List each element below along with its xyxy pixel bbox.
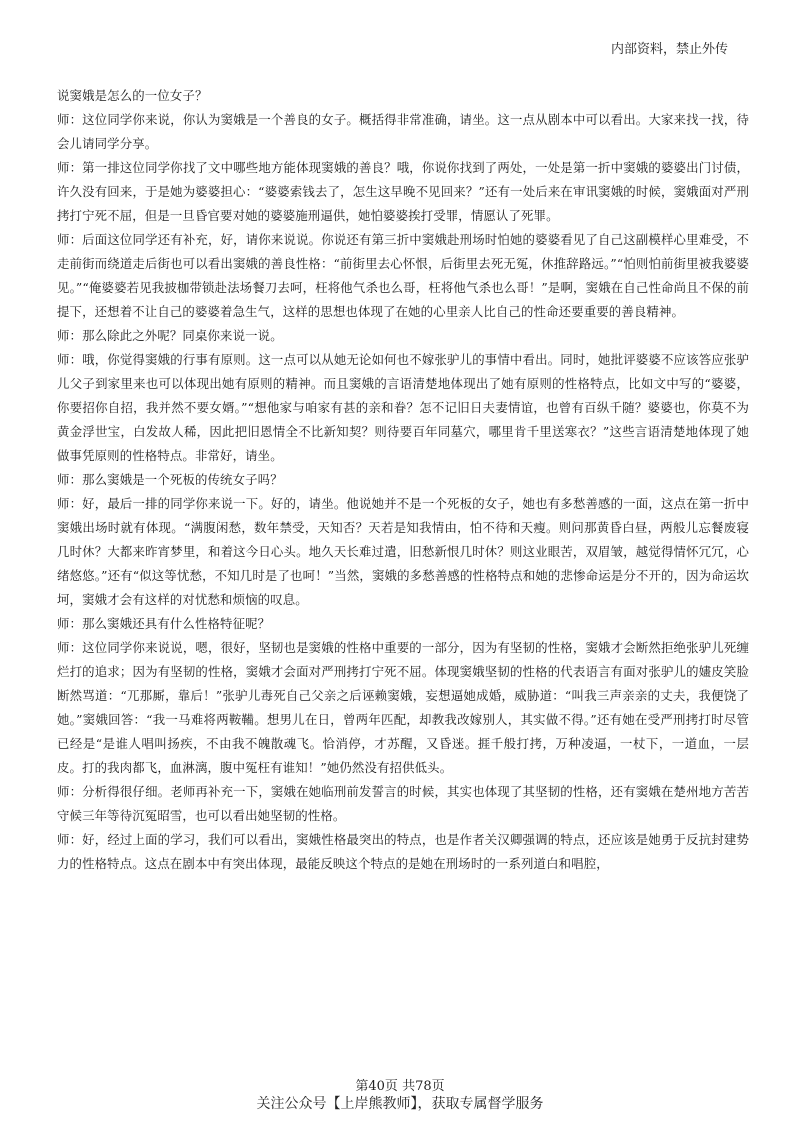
- confidential-notice: 内部资料，禁止外传: [610, 42, 728, 57]
- paragraph-resistance: 师：好，经过上面的学习，我们可以看出，窦娥性格最突出的特点，也是作者关汉卿强调的特点，还应该是她勇于反抗封建势力的性格特点。这点在剧本中有突出体现，最能反映这个特点的是她在刑场时的一系列道白和唱腔，: [57, 832, 749, 871]
- page-number: 第40页 共78页: [355, 1079, 445, 1094]
- paragraph-principle: 师：哦，你觉得窦娥的行事有原则。这一点可以从她无论如何也不嫁张驴儿的事情中看出。同时，她批评婆婆不应该答应张驴儿父子到家里来也可以体现出她有原则的精神。而且窦娥的言语清楚地体现出了她有原则的性格特点，比如文中写的“婆婆，你要招你自招，我并然不要女婿。”“想他家与咱家有甚的亲和眷？怎不记旧日夫妻情谊，也曾有百纵千随？婆婆也，你莫不为黄金浮世宝，白发故人稀，因此把旧恩情全不比新知契？则待要百年同墓穴，哪里肯千里送寒衣？”这些言语清楚地体现了她做事凭原则的性格特点。非常好，请坐。: [57, 352, 749, 463]
- paragraph-question-rigid: 师：那么窦娥是一个死板的传统女子吗？: [57, 472, 283, 487]
- paragraph-kindness-examples: 师：第一排这位同学你找了文中哪些地方能体现窦娥的善良？哦，你说你找到了两处，一处是第一折中窦娥的婆婆出门讨债，许久没有回来，于是她为婆婆担心：“婆婆索钱去了，怎生这早晚不见回来？”还有一处后来在审讯窦娥的时候，窦娥面对严刑拷打宁死不屈，但是一旦昏官要对她的婆婆施刑逼供，她怕婆婆挨打受罪，情愿认了死罪。: [57, 160, 749, 223]
- paragraph-sentimental: 师：好，最后一排的同学你来说一下。好的，请坐。他说她并不是一个死板的女子，她也有多愁善感的一面，这点在第一折中窦娥出场时就有体现。“满腹闲愁，数年禁受，天知否？天若是知我情由，怕不待和天瘦。则问那黄昏白昼，两般儿忘餐废寝几时休？大都来昨宵梦里，和着这今日心头。地久天长难过遣，旧愁新恨几时休？则这业眼苦，双眉皱，越觉得情怀冗冗，心绪悠悠。”还有“似这等忧愁，不知几时是了也呵！”当然，窦娥的多愁善感的性格特点和她的悲惨命运是分不开的，因为命运坎坷，窦娥才会有这样的对忧愁和烦恼的叹息。: [57, 496, 749, 607]
- paragraph-question-traits: 师：那么窦娥还具有什么性格特征呢？: [57, 616, 271, 631]
- document-body: [57, 84, 749, 876]
- paragraph-kindness-supplement: 师：后面这位同学还有补充，好，请你来说说。你说还有第三折中窦娥赴刑场时怕她的婆婆看见了自己这副模样心里难受，不走前街而绕道走后街也可以看出窦娥的善良性格：“前街里去心怀恨，后街里去死无冤，休推辞路远。”“怕则怕前街里被我婆婆见。”“俺婆婆若见我披枷带锁赴法场餐刀去呵，枉将他气杀也么哥，枉将他气杀也么哥！”是啊，窦娥在自己性命尚且不保的前提下，还想着不让自己的婆婆着急生气，这样的思想也体现了在她的心里亲人比自己的性命还要重要的善良精神。: [57, 232, 749, 319]
- paragraph-kindness-intro: 师：这位同学你来说，你认为窦娥是一个善良的女子。概括得非常准确，请坐。这一点从剧本中可以看出。大家来找一找，待会儿请同学分享。: [57, 112, 749, 151]
- promo-footer: 关注公众号【上岸熊教师】，获取专属督学服务: [256, 1096, 544, 1112]
- paragraph-question: 说窦娥是怎么的一位女子？: [57, 88, 208, 103]
- paragraph-teacher-supplement: 师：分析得很仔细。老师再补充一下，窦娥在她临刑前发誓言的时候，其实也体现了其坚韧的性格，还有窦娥在楚州地方苦苦守候三年等待沉冤昭雪，也可以看出她坚韧的性格。: [57, 784, 749, 823]
- paragraph-resilience: 师：这位同学你来说说，嗯，很好，坚韧也是窦娥的性格中重要的一部分，因为有坚韧的性格，窦娥才会断然拒绝张驴儿死缠烂打的追求；因为有坚韧的性格，窦娥才会面对严刑拷打宁死不屈。体现窦娥坚韧的性格的代表语言有面对张驴儿的嫿皮笑脸断然骂道：“兀那厮，靠后！”张驴儿毒死自己父亲之后诬赖窦娥，妄想逼她成婚，威胁道：“叫我三声亲亲的丈夫，我便饶了她。”窦娥回答：“我一马难将两鞍鞴。想男儿在日，曾两年匹配，却教我改嫁别人，其实做不得。”还有她在受严刑拷打时尽管已经是“是谁人唱叫扬疾，不由我不魄散魂飞。恰消停，才苏醒，又昏迷。捱千般打拷，万种凌逼，一杖下，一道血，一层皮。打的我肉都飞，血淋漓，腹中冤枉有谁知！”她仍然没有招供低头。: [57, 640, 749, 775]
- paragraph-question-other: 师：那么除此之外呢？同桌你来说一说。: [57, 328, 283, 343]
